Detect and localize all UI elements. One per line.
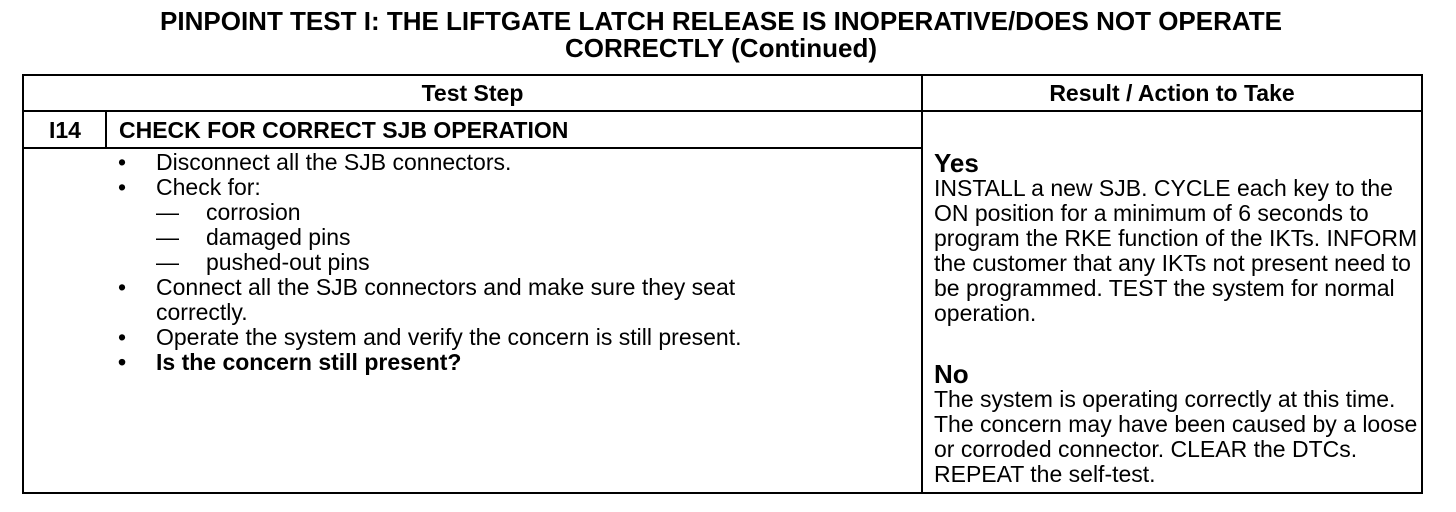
- list-item: — damaged pins: [156, 224, 351, 250]
- result-no-text: The system is operating correctly at this time. The concern may have been caused by a loose or corroded connector. CLEAR the DTCs. REPEAT the self-test.: [934, 386, 1418, 487]
- check-for-list: [156, 200, 914, 275]
- result-yes-label: Yes: [934, 148, 979, 178]
- title-line-2: CORRECTLY (Continued): [565, 33, 877, 63]
- pinpoint-test-table: [22, 74, 1423, 494]
- list-item: • Operate the system and verify the concern is still present.: [118, 324, 742, 350]
- title-line-1: PINPOINT TEST I: THE LIFTGATE LATCH RELEASE IS INOPERATIVE/DOES NOT OPERATE: [160, 6, 1282, 36]
- list-item: • Check for: — corrosion — damaged pins — pushed-out pins: [114, 175, 914, 275]
- page-title: [0, 8, 1442, 62]
- step-title: CHECK FOR CORRECT SJB OPERATION: [119, 117, 569, 143]
- result-no: [934, 361, 1424, 487]
- result-yes-text: INSTALL a new SJB. CYCLE each key to the ON position for a minimum of 6 seconds to program the RKE function of the IKTs. INFORM the customer that any IKTs not present need to be programmed. TEST the system for normal operation.: [934, 175, 1418, 326]
- list-item: — pushed-out pins: [156, 249, 370, 275]
- step-instructions: [114, 150, 914, 375]
- list-item-question: • Is the concern still present?: [118, 349, 462, 375]
- list-item: • Disconnect all the SJB connectors.: [118, 149, 512, 175]
- column-divider: [921, 76, 923, 492]
- step-id: I14: [49, 117, 81, 143]
- list-item: • Connect all the SJB connectors and make sure they seat correctly.: [118, 274, 736, 325]
- list-item: — corrosion: [156, 199, 301, 225]
- result-yes: [934, 150, 1424, 326]
- result-no-label: No: [934, 359, 969, 389]
- header-test-step: Test Step: [421, 80, 524, 106]
- header-result-action: Result / Action to Take: [1049, 80, 1295, 106]
